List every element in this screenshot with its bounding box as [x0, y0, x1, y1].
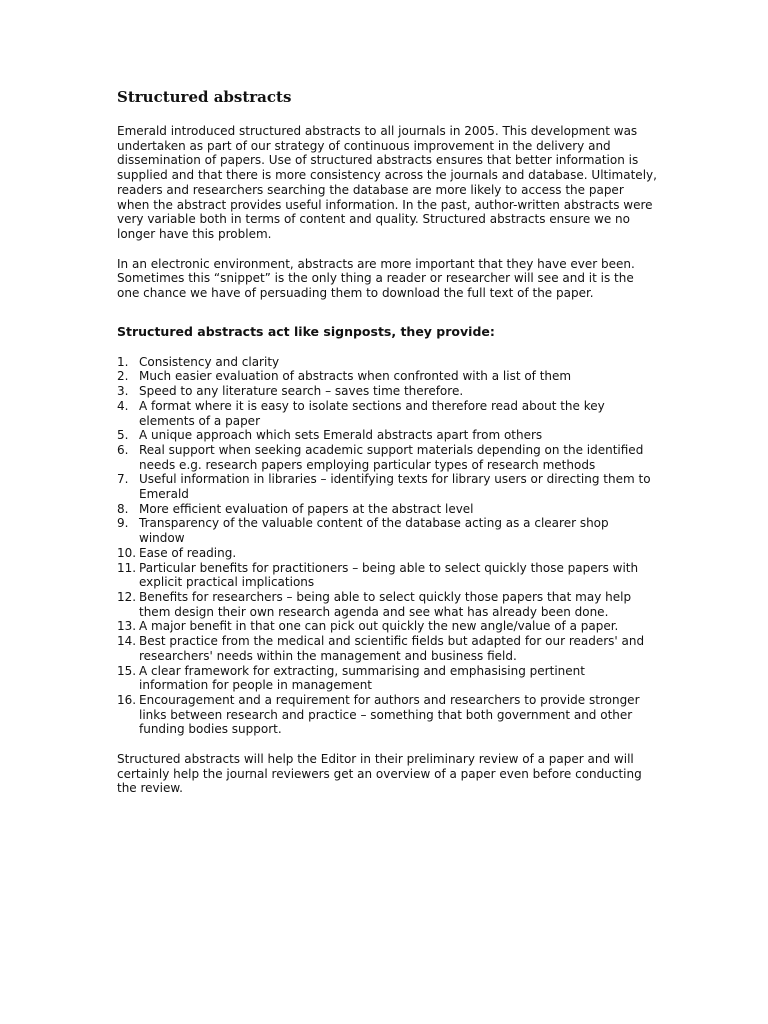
list-item-number: 10.: [117, 545, 137, 560]
list-item-number: 16.: [117, 692, 137, 707]
list-item: [117, 590, 657, 619]
list-item-text: Much easier evaluation of abstracts when confronted with a list of them: [139, 369, 572, 384]
list-item: [117, 384, 657, 399]
list-item: [117, 472, 657, 501]
list-item-number: 2.: [117, 369, 129, 384]
list-item: [117, 561, 657, 590]
list-item-text: Consistency and clarity: [139, 354, 280, 369]
list-item-text: Best practice from the medical and scientific fields but adapted for our readers' and researchers' needs within the management and business field.: [139, 634, 645, 663]
document-title: Structured abstracts: [117, 88, 292, 106]
list-item: [117, 399, 657, 428]
list-item-text: Speed to any literature search – saves time therefore.: [139, 384, 464, 399]
closing-paragraph: Structured abstracts will help the Editor in their preliminary review of a paper and will certainly help the journal reviewers get an overview of a paper even before conducting the review.: [117, 752, 642, 796]
list-item-number: 7.: [117, 472, 129, 487]
list-item-number: 14.: [117, 634, 137, 649]
list-item-number: 3.: [117, 384, 129, 399]
list-item-text: Encouragement and a requirement for authors and researchers to provide stronger links between research and practice – something that both government and other funding bodies support.: [139, 692, 640, 737]
list-item-text: Ease of reading.: [139, 545, 237, 560]
list-item: [117, 619, 657, 634]
list-item-number: 15.: [117, 663, 137, 678]
list-item-number: 9.: [117, 516, 129, 531]
list-item: [117, 634, 657, 663]
list-item: [117, 428, 657, 443]
signposts-subheading: Structured abstracts act like signposts, they provide:: [117, 323, 495, 339]
intro-paragraph: Emerald introduced structured abstracts to all journals in 2005. This development was undertaken as part of our strategy of continuous improvement in the delivery and dissemination of papers. Use of structured abstracts ensures that better information is supplied and that there is more consistency across the journals and database. Ultimately, readers and researchers searching the database are more likely to access the paper when the abstract provides useful information. In the past, author-written abstracts were very variable both in terms of content and quality. Structured abstracts ensure we no longer have this problem.: [117, 124, 657, 241]
list-item-number: 11.: [117, 560, 137, 575]
list-item-number: 12.: [117, 589, 137, 604]
document-body: [117, 86, 657, 796]
list-item: [117, 502, 657, 517]
list-item-text: Real support when seeking academic support materials depending on the identified needs e.g. research papers employing particular types of research methods: [139, 442, 644, 472]
list-item: [117, 664, 657, 693]
list-item-number: 5.: [117, 428, 129, 443]
list-item-text: A clear framework for extracting, summarising and emphasising pertinent information for people in management: [139, 663, 585, 693]
list-item: [117, 693, 657, 737]
list-item-number: 8.: [117, 501, 129, 516]
list-item-text: A unique approach which sets Emerald abstracts apart from others: [139, 428, 543, 443]
list-item-number: 13.: [117, 619, 137, 634]
list-item-text: More efficient evaluation of papers at the abstract level: [139, 501, 474, 516]
list-item-text: Benefits for researchers – being able to select quickly those papers that may help them design their own research agenda and see what has already been done.: [139, 589, 632, 619]
list-item: [117, 516, 657, 545]
list-item: [117, 546, 657, 561]
list-item-number: 4.: [117, 398, 129, 413]
list-item-text: Particular benefits for practitioners – being able to select quickly those papers with explicit practical implications: [139, 560, 639, 590]
list-item-text: A major benefit in that one can pick out quickly the new angle/value of a paper.: [139, 619, 619, 634]
list-item-number: 1.: [117, 354, 129, 369]
list-item-text: Transparency of the valuable content of the database acting as a clearer shop window: [139, 516, 609, 546]
list-item-number: 6.: [117, 442, 129, 457]
list-item-text: Useful information in libraries – identifying texts for library users or directing them to Emerald: [139, 472, 651, 502]
electronic-environment-paragraph: In an electronic environment, abstracts are more important that they have ever been. Sometimes this “snippet” is the only thing a reader or researcher will see and it is the one chance we have of persuading them to download the full text of the paper.: [117, 256, 635, 301]
list-item-text: A format where it is easy to isolate sections and therefore read about the key elements of a paper: [139, 398, 605, 428]
list-item: [117, 355, 657, 370]
list-item: [117, 443, 657, 472]
benefits-list: [117, 355, 657, 737]
list-item: [117, 369, 657, 384]
